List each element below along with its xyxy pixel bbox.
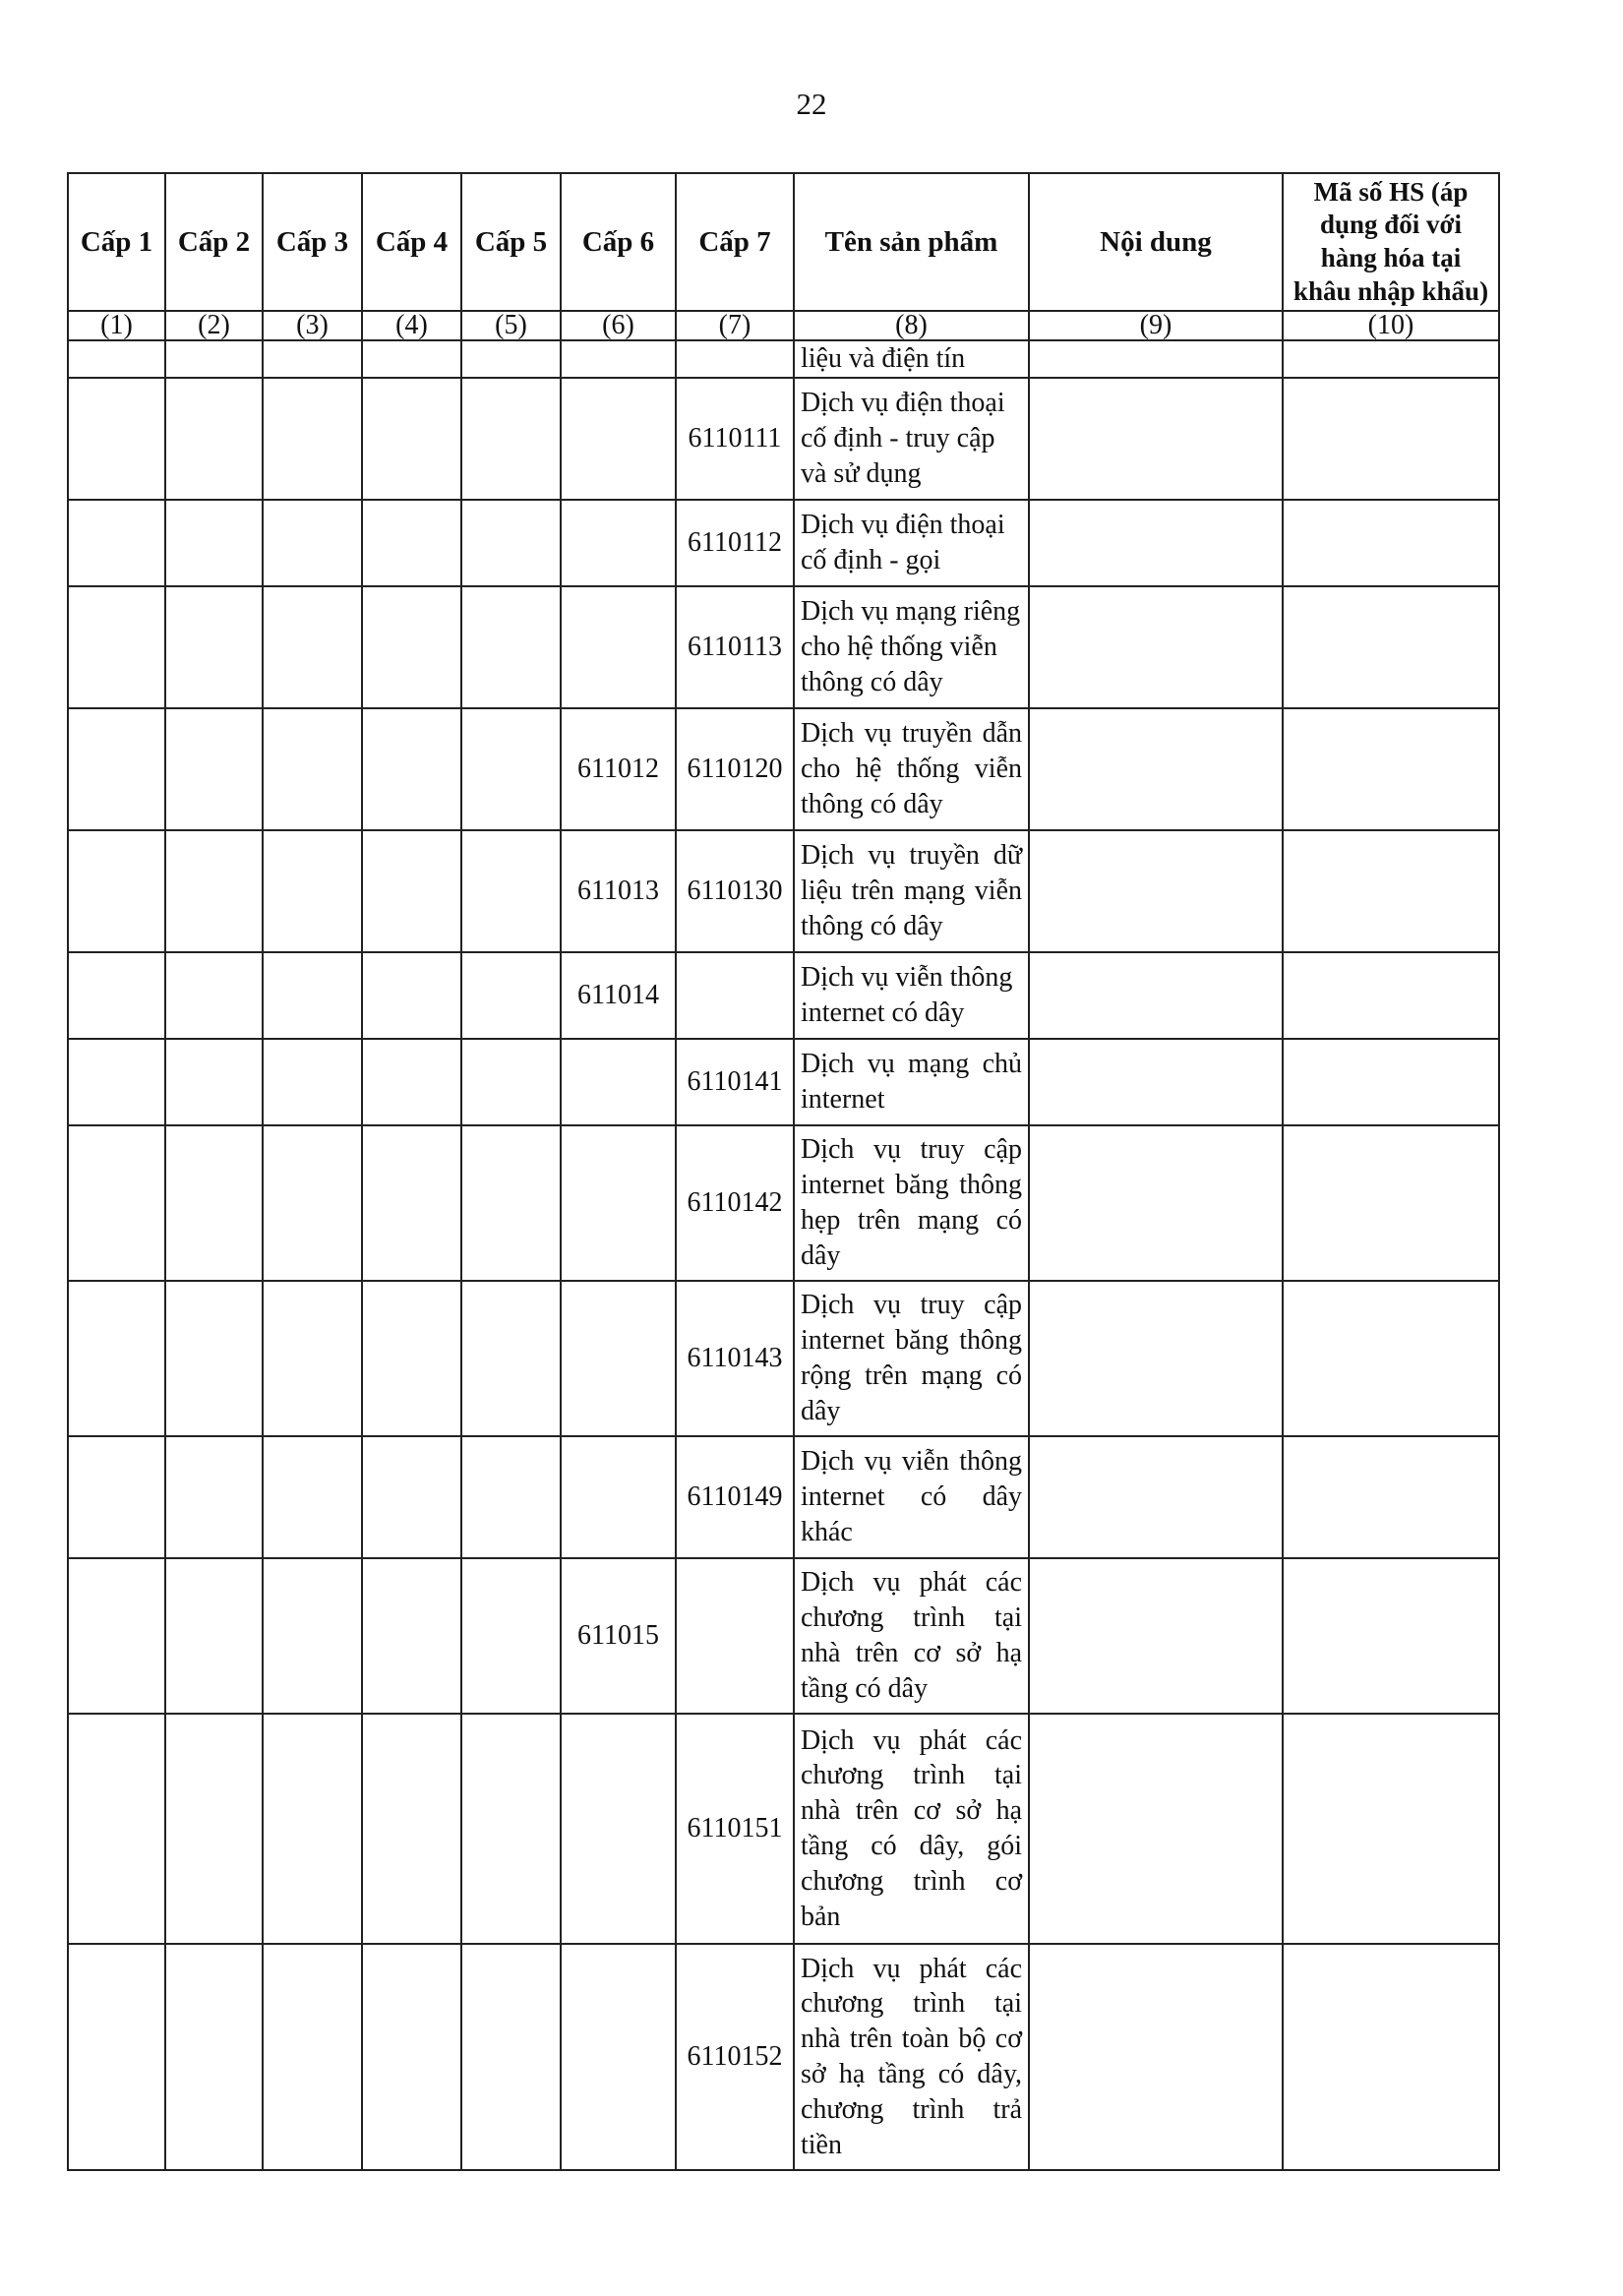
noi-dung-cell (1029, 708, 1283, 830)
cap-5-cell (461, 1436, 561, 1558)
cap-2-cell (165, 586, 263, 708)
cap-5-cell (461, 1039, 561, 1125)
cap-5-cell (461, 1714, 561, 1944)
cap-1-cell (68, 952, 165, 1039)
cap-2-cell (165, 378, 263, 500)
index-cell: (1) (68, 311, 165, 340)
header-cap-6: Cấp 6 (561, 173, 676, 311)
cap-1-cell (68, 1714, 165, 1944)
cap-3-cell (263, 1436, 362, 1558)
hs-code-cell (1283, 952, 1499, 1039)
hs-code-cell (1283, 1039, 1499, 1125)
index-cell: (2) (165, 311, 263, 340)
noi-dung-cell (1029, 500, 1283, 586)
header-cap-5: Cấp 5 (461, 173, 561, 311)
header-ma-so-hs: Mã số HS (áp dụng đối với hàng hóa tại khâu nhập khẩu) (1283, 173, 1499, 311)
cap-7-cell: 6110151 (676, 1714, 794, 1944)
cap-7-cell: 6110152 (676, 1944, 794, 2170)
cap-5-cell (461, 1944, 561, 2170)
cap-1-cell (68, 708, 165, 830)
noi-dung-cell (1029, 1125, 1283, 1281)
cap-6-cell (561, 1281, 676, 1436)
noi-dung-cell (1029, 1039, 1283, 1125)
cap-6-cell: 611012 (561, 708, 676, 830)
cap-3-cell (263, 830, 362, 952)
cap-4-cell (362, 952, 461, 1039)
header-cap-2: Cấp 2 (165, 173, 263, 311)
product-name-cell: Dịch vụ truyền dữ liệu trên mạng viễn thông có dây (794, 830, 1029, 952)
cap-2-cell (165, 952, 263, 1039)
cap-6-cell (561, 378, 676, 500)
header-cap-1: Cấp 1 (68, 173, 165, 311)
table-row (68, 1436, 1499, 1558)
cap-2-cell (165, 340, 263, 378)
cap-5-cell (461, 1125, 561, 1281)
cap-2-cell (165, 708, 263, 830)
cap-2-cell (165, 1714, 263, 1944)
index-cell: (9) (1029, 311, 1283, 340)
cap-2-cell (165, 1125, 263, 1281)
noi-dung-cell (1029, 586, 1283, 708)
cap-5-cell (461, 378, 561, 500)
product-name-cell: Dịch vụ điện thoại cố định - gọi (794, 500, 1029, 586)
table-row (68, 830, 1499, 952)
hs-code-cell (1283, 1281, 1499, 1436)
table-row (68, 340, 1499, 378)
cap-5-cell (461, 586, 561, 708)
noi-dung-cell (1029, 952, 1283, 1039)
cap-7-cell: 6110143 (676, 1281, 794, 1436)
table-row (68, 500, 1499, 586)
cap-5-cell (461, 500, 561, 586)
noi-dung-cell (1029, 830, 1283, 952)
cap-1-cell (68, 1125, 165, 1281)
cap-3-cell (263, 340, 362, 378)
index-cell: (5) (461, 311, 561, 340)
cap-2-cell (165, 1944, 263, 2170)
cap-4-cell (362, 1558, 461, 1714)
cap-4-cell (362, 1436, 461, 1558)
cap-1-cell (68, 1039, 165, 1125)
hs-code-cell (1283, 340, 1499, 378)
header-noi-dung: Nội dung (1029, 173, 1283, 311)
cap-4-cell (362, 708, 461, 830)
cap-7-cell: 6110113 (676, 586, 794, 708)
table-row (68, 1125, 1499, 1281)
cap-6-cell (561, 1714, 676, 1944)
cap-2-cell (165, 500, 263, 586)
cap-1-cell (68, 1558, 165, 1714)
cap-7-cell: 6110141 (676, 1039, 794, 1125)
noi-dung-cell (1029, 1558, 1283, 1714)
cap-5-cell (461, 708, 561, 830)
hs-code-cell (1283, 500, 1499, 586)
header-row (68, 173, 1499, 311)
page-number: 22 (796, 87, 827, 121)
cap-3-cell (263, 1039, 362, 1125)
hs-code-cell (1283, 1714, 1499, 1944)
cap-3-cell (263, 1714, 362, 1944)
cap-5-cell (461, 340, 561, 378)
cap-3-cell (263, 708, 362, 830)
cap-6-cell (561, 500, 676, 586)
table-row (68, 1714, 1499, 1944)
noi-dung-cell (1029, 340, 1283, 378)
noi-dung-cell (1029, 1944, 1283, 2170)
cap-4-cell (362, 586, 461, 708)
index-cell: (4) (362, 311, 461, 340)
hs-code-cell (1283, 1944, 1499, 2170)
hs-code-cell (1283, 1125, 1499, 1281)
cap-3-cell (263, 1944, 362, 2170)
cap-6-cell (561, 586, 676, 708)
table-body (68, 340, 1499, 2170)
index-cell: (10) (1283, 311, 1499, 340)
cap-4-cell (362, 1125, 461, 1281)
noi-dung-cell (1029, 1281, 1283, 1436)
cap-3-cell (263, 500, 362, 586)
header-ten-san-pham: Tên sản phẩm (794, 173, 1029, 311)
product-name-cell: Dịch vụ phát các chương trình tại nhà trên cơ sở hạ tầng có dây (794, 1558, 1029, 1714)
cap-2-cell (165, 1558, 263, 1714)
cap-1-cell (68, 500, 165, 586)
cap-1-cell (68, 1281, 165, 1436)
cap-6-cell (561, 1436, 676, 1558)
table-row (68, 708, 1499, 830)
cap-1-cell (68, 378, 165, 500)
cap-4-cell (362, 1039, 461, 1125)
product-name-cell: Dịch vụ điện thoại cố định - truy cập và sử dụng (794, 378, 1029, 500)
index-cell: (7) (676, 311, 794, 340)
index-row (68, 311, 1499, 340)
table-row (68, 952, 1499, 1039)
cap-7-cell: 6110142 (676, 1125, 794, 1281)
cap-3-cell (263, 586, 362, 708)
hs-code-cell (1283, 1558, 1499, 1714)
cap-7-cell: 6110130 (676, 830, 794, 952)
cap-2-cell (165, 830, 263, 952)
cap-5-cell (461, 830, 561, 952)
product-name-cell: Dịch vụ phát các chương trình tại nhà trên toàn bộ cơ sở hạ tầng có dây, chương trình trả tiền (794, 1944, 1029, 2170)
hs-code-cell (1283, 708, 1499, 830)
cap-7-cell (676, 340, 794, 378)
cap-4-cell (362, 830, 461, 952)
cap-1-cell (68, 340, 165, 378)
cap-5-cell (461, 1281, 561, 1436)
cap-2-cell (165, 1039, 263, 1125)
noi-dung-cell (1029, 1714, 1283, 1944)
cap-2-cell (165, 1281, 263, 1436)
cap-2-cell (165, 1436, 263, 1558)
cap-5-cell (461, 952, 561, 1039)
cap-6-cell: 611015 (561, 1558, 676, 1714)
product-name-cell: Dịch vụ truy cập internet băng thông rộng trên mạng có dây (794, 1281, 1029, 1436)
cap-6-cell (561, 340, 676, 378)
index-cell: (6) (561, 311, 676, 340)
cap-6-cell (561, 1125, 676, 1281)
hs-code-cell (1283, 586, 1499, 708)
cap-7-cell (676, 952, 794, 1039)
cap-4-cell (362, 340, 461, 378)
table-row (68, 1944, 1499, 2170)
table-row (68, 378, 1499, 500)
table-row (68, 1039, 1499, 1125)
cap-1-cell (68, 586, 165, 708)
table-row (68, 1281, 1499, 1436)
cap-4-cell (362, 1714, 461, 1944)
cap-4-cell (362, 378, 461, 500)
product-name-cell: Dịch vụ phát các chương trình tại nhà trên cơ sở hạ tầng có dây, gói chương trình cơ bản (794, 1714, 1029, 1944)
cap-7-cell: 6110149 (676, 1436, 794, 1558)
hs-code-cell (1283, 830, 1499, 952)
cap-4-cell (362, 1944, 461, 2170)
product-name-cell: Dịch vụ viễn thông internet có dây khác (794, 1436, 1029, 1558)
index-cell: (3) (263, 311, 362, 340)
cap-3-cell (263, 1558, 362, 1714)
cap-7-cell: 6110111 (676, 378, 794, 500)
table-row (68, 1558, 1499, 1714)
hs-code-cell (1283, 378, 1499, 500)
cap-1-cell (68, 1944, 165, 2170)
cap-7-cell: 6110112 (676, 500, 794, 586)
index-cell: (8) (794, 311, 1029, 340)
cap-3-cell (263, 952, 362, 1039)
cap-5-cell (461, 1558, 561, 1714)
table-row (68, 586, 1499, 708)
product-name-cell: Dịch vụ truy cập internet băng thông hẹp trên mạng có dây (794, 1125, 1029, 1281)
product-name-cell: liệu và điện tín (794, 340, 1029, 378)
product-name-cell: Dịch vụ mạng riêng cho hệ thống viễn thông có dây (794, 586, 1029, 708)
cap-6-cell (561, 1944, 676, 2170)
hs-code-cell (1283, 1436, 1499, 1558)
noi-dung-cell (1029, 378, 1283, 500)
cap-6-cell: 611014 (561, 952, 676, 1039)
product-table (67, 172, 1500, 2171)
cap-1-cell (68, 1436, 165, 1558)
cap-4-cell (362, 500, 461, 586)
header-cap-7: Cấp 7 (676, 173, 794, 311)
product-name-cell: Dịch vụ viễn thông internet có dây (794, 952, 1029, 1039)
cap-1-cell (68, 830, 165, 952)
product-name-cell: Dịch vụ truyền dẫn cho hệ thống viễn thông có dây (794, 708, 1029, 830)
cap-4-cell (362, 1281, 461, 1436)
header-cap-3: Cấp 3 (263, 173, 362, 311)
cap-6-cell: 611013 (561, 830, 676, 952)
cap-3-cell (263, 378, 362, 500)
header-cap-4: Cấp 4 (362, 173, 461, 311)
cap-3-cell (263, 1125, 362, 1281)
cap-7-cell (676, 1558, 794, 1714)
noi-dung-cell (1029, 1436, 1283, 1558)
product-name-cell: Dịch vụ mạng chủ internet (794, 1039, 1029, 1125)
cap-7-cell: 6110120 (676, 708, 794, 830)
cap-3-cell (263, 1281, 362, 1436)
cap-6-cell (561, 1039, 676, 1125)
